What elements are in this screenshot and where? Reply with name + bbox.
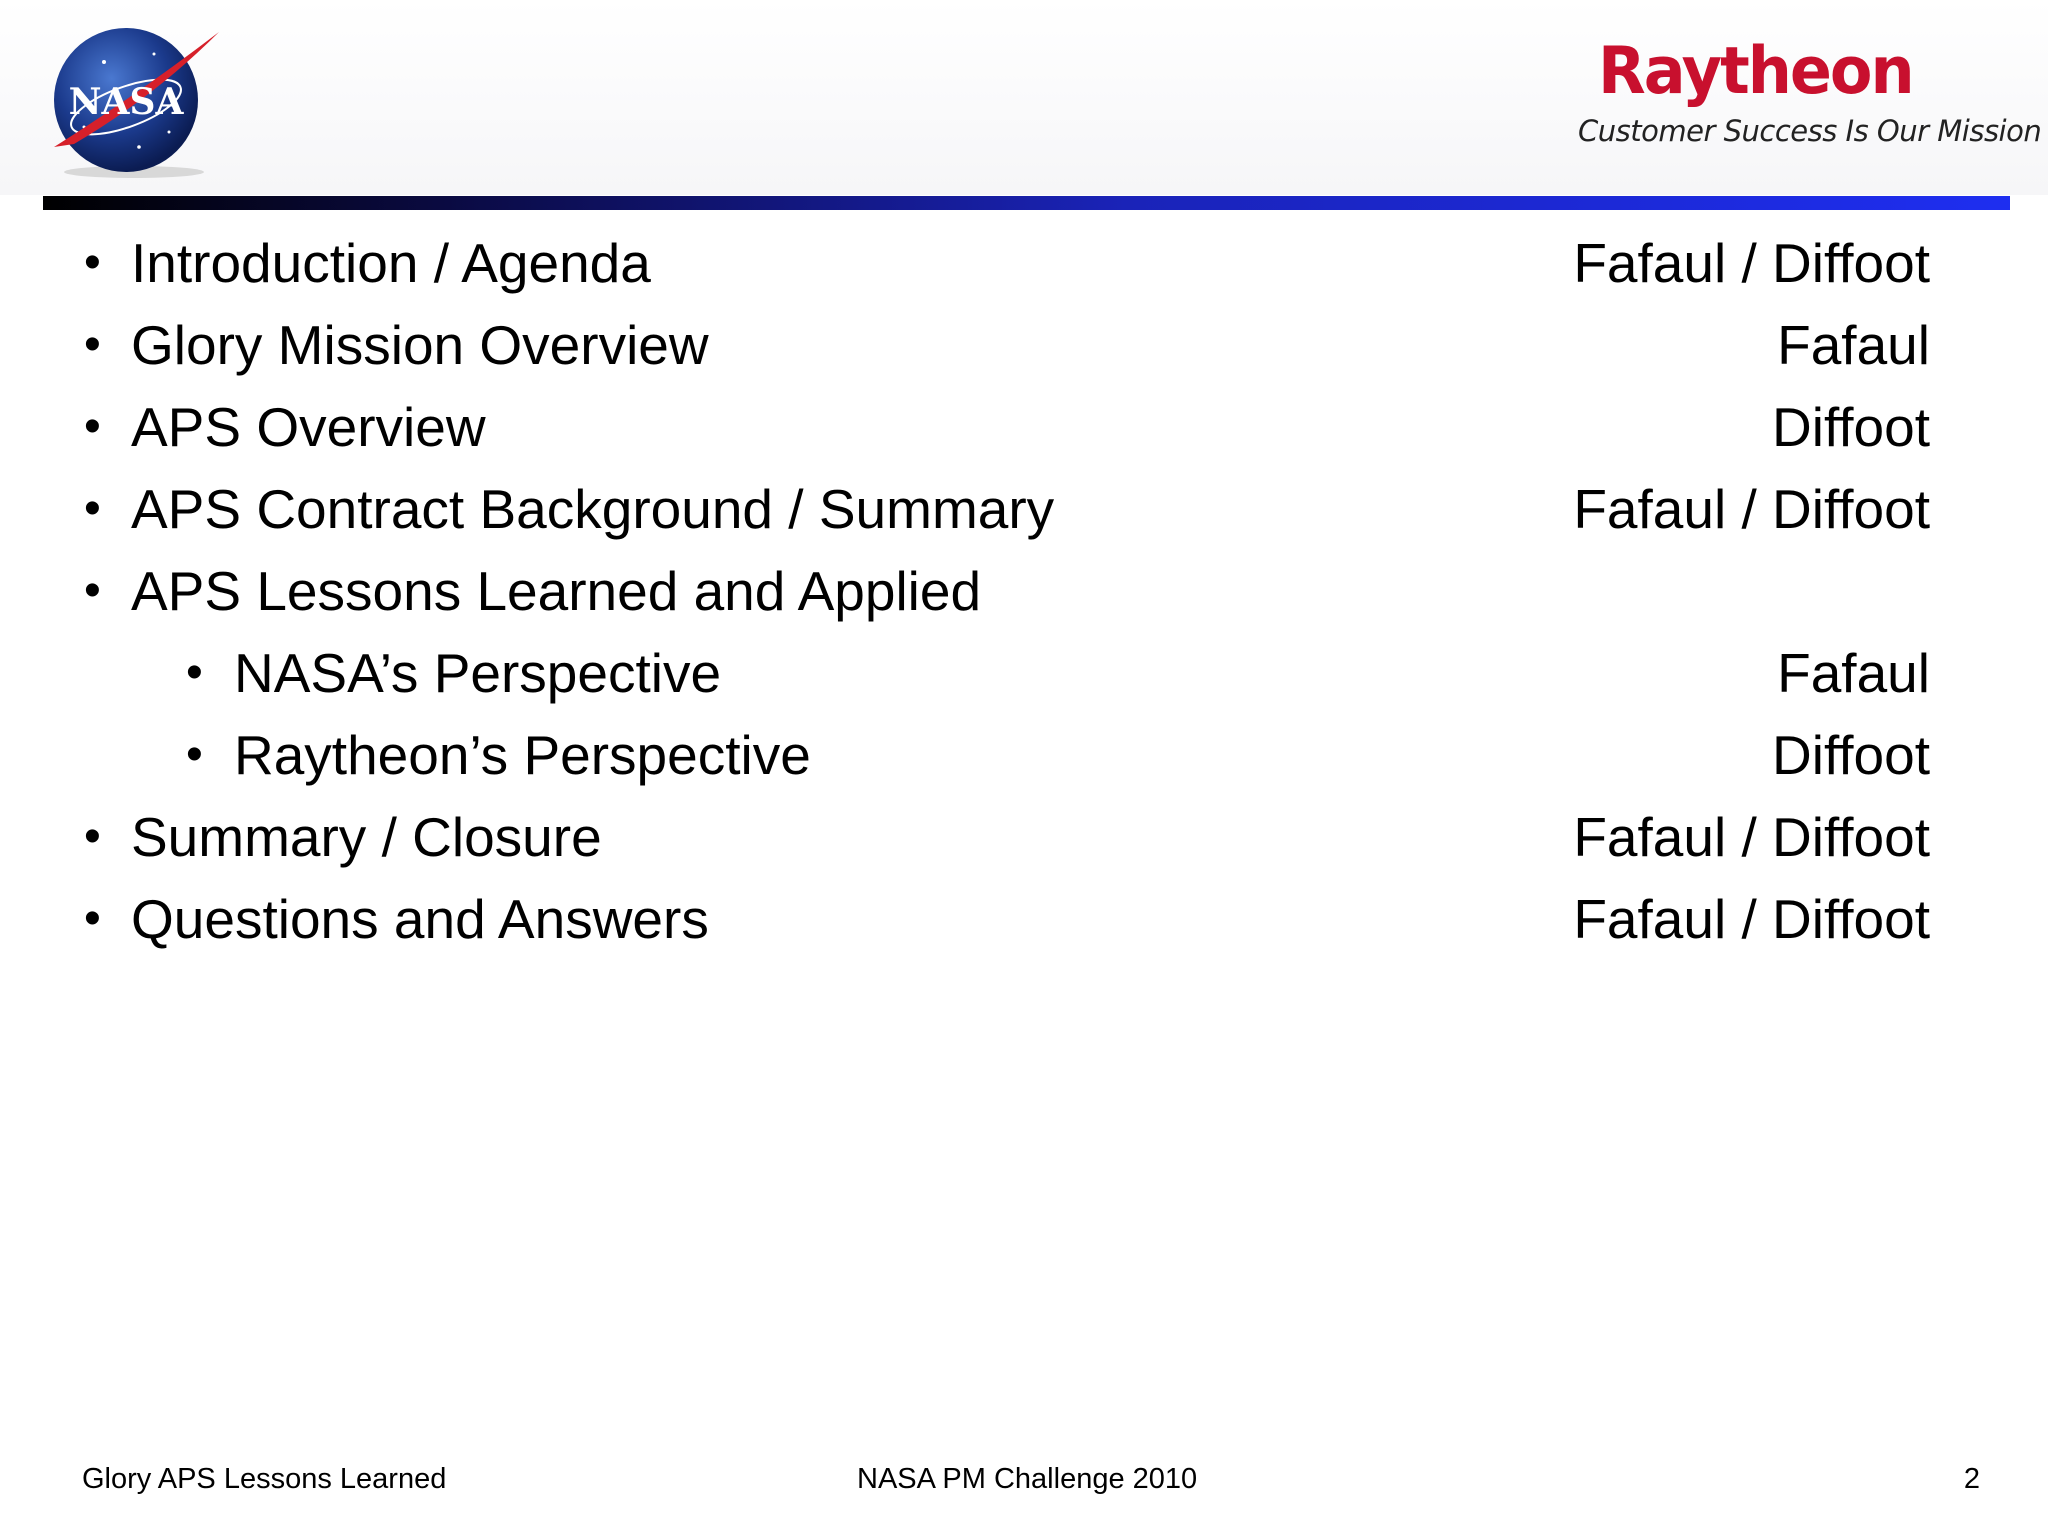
agenda-subitem-label: Raytheon’s Perspective [234, 724, 811, 786]
agenda-item-presenter: Fafaul / Diffoot [1573, 888, 1930, 950]
agenda-item-label: APS Lessons Learned and Applied [131, 560, 982, 622]
bullet-icon: • [84, 810, 101, 863]
raytheon-logo [1578, 32, 2042, 148]
agenda-item-presenter: Fafaul [1777, 642, 1930, 704]
agenda-subitem [0, 632, 2048, 714]
agenda-item [0, 796, 2048, 878]
agenda-item-presenter: Diffoot [1772, 724, 1930, 786]
agenda-subitem-label: NASA’s Perspective [234, 642, 722, 704]
agenda-item [0, 222, 2048, 304]
raytheon-tagline: Customer Success Is Our Mission [1578, 114, 2042, 148]
agenda-item-label: Summary / Closure [131, 806, 602, 868]
agenda-item-label: APS Contract Background / Summary [131, 478, 1055, 540]
agenda-item [0, 878, 2048, 960]
bullet-icon: • [84, 564, 101, 617]
bullet-icon: • [186, 728, 203, 781]
bullet-icon: • [84, 318, 101, 371]
slide-header [0, 0, 2048, 195]
raytheon-logo-wordmark: Raytheon [1598, 32, 1913, 109]
agenda-item-label: Introduction / Agenda [131, 232, 651, 294]
nasa-logo-text: NASA [68, 81, 184, 123]
bullet-icon: • [84, 400, 101, 453]
agenda-list [0, 222, 2048, 960]
agenda-item-presenter: Fafaul / Diffoot [1573, 806, 1930, 868]
agenda-item-label: Questions and Answers [131, 888, 709, 950]
agenda-item-label: APS Overview [131, 396, 486, 458]
agenda-item-presenter: Fafaul / Diffoot [1573, 232, 1930, 294]
footer-title: Glory APS Lessons Learned [82, 1463, 447, 1495]
agenda-item-presenter: Fafaul [1777, 314, 1930, 376]
page-number: 2 [1963, 1463, 1980, 1495]
header-divider [43, 196, 2010, 210]
agenda-item-label: Glory Mission Overview [131, 314, 709, 376]
bullet-icon: • [84, 236, 101, 289]
bullet-icon: • [84, 482, 101, 535]
footer-event: NASA PM Challenge 2010 [857, 1463, 1198, 1495]
bullet-icon: • [84, 892, 101, 945]
agenda-subitem [0, 714, 2048, 796]
agenda-item-presenter: Diffoot [1772, 396, 1930, 458]
agenda-item [0, 304, 2048, 386]
bullet-icon: • [186, 646, 203, 699]
nasa-logo [44, 22, 224, 180]
agenda-item [0, 468, 2048, 550]
agenda-item [0, 386, 2048, 468]
agenda-item [0, 550, 2048, 632]
agenda-item-presenter: Fafaul / Diffoot [1573, 478, 1930, 540]
